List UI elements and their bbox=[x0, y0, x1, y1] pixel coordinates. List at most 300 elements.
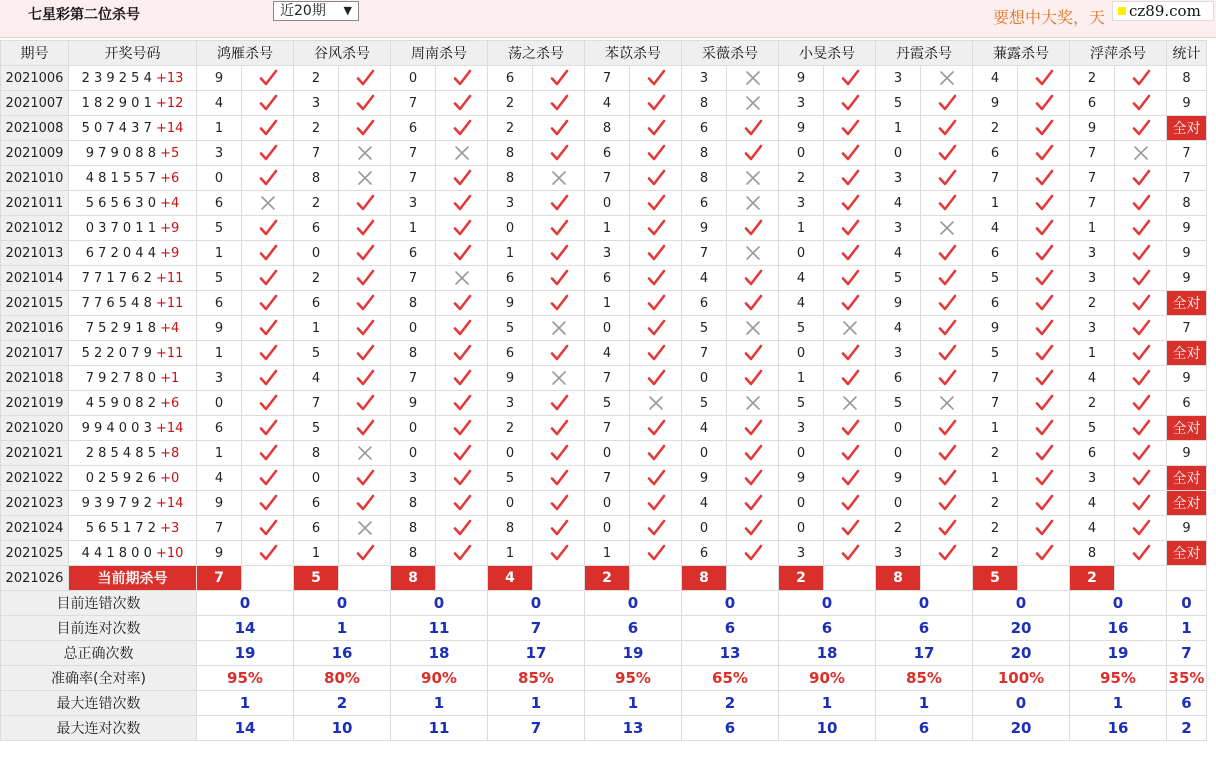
draw-main-numbers: 0 2 5 9 2 6 bbox=[85, 470, 156, 486]
kill-number: 4 bbox=[197, 91, 242, 116]
check-icon bbox=[355, 543, 375, 563]
stat-value: 16 bbox=[1070, 716, 1167, 741]
draw-numbers bbox=[69, 416, 197, 441]
table-row bbox=[1, 341, 1207, 366]
check-icon bbox=[937, 243, 957, 263]
kill-number: 3 bbox=[585, 241, 630, 266]
kill-number: 7 bbox=[682, 341, 727, 366]
draw-main-numbers: 0 3 7 0 1 1 bbox=[85, 220, 156, 236]
check-icon bbox=[937, 543, 957, 563]
kill-number: 3 bbox=[779, 191, 824, 216]
result-mark bbox=[921, 216, 973, 241]
all-right-badge: 全对 bbox=[1167, 541, 1207, 566]
stat-value: 95% bbox=[197, 666, 294, 691]
result-mark bbox=[727, 466, 779, 491]
table-row bbox=[1, 541, 1207, 566]
result-mark bbox=[824, 516, 876, 541]
chevron-down-icon: ▼ bbox=[343, 4, 352, 17]
result-mark bbox=[339, 316, 391, 341]
result-mark bbox=[824, 241, 876, 266]
stat-value: 0 bbox=[973, 691, 1070, 716]
current-empty-cell bbox=[436, 566, 488, 591]
stat-value: 18 bbox=[391, 641, 488, 666]
kill-number: 8 bbox=[391, 516, 436, 541]
result-mark bbox=[1018, 491, 1070, 516]
cross-icon bbox=[549, 318, 569, 338]
result-mark bbox=[630, 466, 682, 491]
result-mark bbox=[339, 291, 391, 316]
draw-numbers bbox=[69, 216, 197, 241]
check-icon bbox=[937, 293, 957, 313]
check-icon bbox=[258, 543, 278, 563]
stat-value: 1 bbox=[488, 691, 585, 716]
cross-icon bbox=[840, 393, 860, 413]
kill-number: 2 bbox=[294, 191, 339, 216]
check-icon bbox=[1034, 518, 1054, 538]
result-mark bbox=[242, 291, 294, 316]
check-icon bbox=[1131, 493, 1151, 513]
result-mark bbox=[533, 341, 585, 366]
check-icon bbox=[840, 418, 860, 438]
result-mark bbox=[727, 491, 779, 516]
check-icon bbox=[549, 393, 569, 413]
draw-main-numbers: 5 2 2 0 7 9 bbox=[81, 345, 152, 361]
result-mark bbox=[1018, 466, 1070, 491]
current-empty-cell bbox=[824, 566, 876, 591]
kill-number: 0 bbox=[585, 316, 630, 341]
result-mark bbox=[533, 516, 585, 541]
stat-count: 9 bbox=[1167, 241, 1207, 266]
draw-main-numbers: 6 7 2 0 4 4 bbox=[85, 245, 156, 261]
kill-number: 3 bbox=[391, 466, 436, 491]
issue-cell: 2021020 bbox=[1, 416, 69, 441]
kill-number: 4 bbox=[1070, 366, 1115, 391]
kill-number: 9 bbox=[779, 66, 824, 91]
result-mark bbox=[242, 491, 294, 516]
issue-cell: 2021012 bbox=[1, 216, 69, 241]
table-row bbox=[1, 216, 1207, 241]
result-mark bbox=[1018, 216, 1070, 241]
stat-value: 2 bbox=[682, 691, 779, 716]
all-right-badge: 全对 bbox=[1167, 416, 1207, 441]
site-logo[interactable] bbox=[1112, 1, 1214, 21]
current-empty-cell bbox=[727, 566, 779, 591]
check-icon bbox=[258, 118, 278, 138]
check-icon bbox=[937, 193, 957, 213]
header-expert: 小旻杀号 bbox=[779, 41, 876, 66]
draw-numbers bbox=[69, 291, 197, 316]
result-mark bbox=[630, 191, 682, 216]
kill-number: 0 bbox=[682, 516, 727, 541]
result-mark bbox=[339, 166, 391, 191]
stat-value: 0 bbox=[1167, 591, 1207, 616]
result-mark bbox=[533, 91, 585, 116]
stat-label: 最大连错次数 bbox=[1, 691, 197, 716]
result-mark bbox=[436, 341, 488, 366]
kill-number: 4 bbox=[876, 241, 921, 266]
kill-number: 0 bbox=[779, 141, 824, 166]
current-issue-row bbox=[1, 566, 1207, 591]
issue-cell: 2021008 bbox=[1, 116, 69, 141]
issue-cell: 2021018 bbox=[1, 366, 69, 391]
stat-value: 6 bbox=[682, 716, 779, 741]
issue-cell: 2021007 bbox=[1, 91, 69, 116]
stat-value: 10 bbox=[294, 716, 391, 741]
result-mark bbox=[824, 491, 876, 516]
period-select[interactable] bbox=[273, 1, 359, 21]
kill-number: 1 bbox=[197, 441, 242, 466]
result-mark bbox=[533, 316, 585, 341]
result-mark bbox=[1018, 141, 1070, 166]
result-mark bbox=[436, 491, 488, 516]
check-icon bbox=[452, 543, 472, 563]
table-row bbox=[1, 391, 1207, 416]
result-mark bbox=[436, 166, 488, 191]
stat-value: 1 bbox=[294, 616, 391, 641]
check-icon bbox=[646, 418, 666, 438]
kill-number: 3 bbox=[1070, 241, 1115, 266]
kill-number: 1 bbox=[779, 366, 824, 391]
result-mark bbox=[339, 191, 391, 216]
current-kill-number: 2 bbox=[585, 566, 630, 591]
draw-main-numbers: 4 4 1 8 0 0 bbox=[81, 545, 152, 561]
draw-plus-number: +14 bbox=[156, 120, 184, 136]
check-icon bbox=[1034, 118, 1054, 138]
result-mark bbox=[727, 341, 779, 366]
kill-number: 8 bbox=[391, 541, 436, 566]
check-icon bbox=[1034, 343, 1054, 363]
check-icon bbox=[937, 493, 957, 513]
kill-number: 0 bbox=[391, 441, 436, 466]
kill-number: 0 bbox=[876, 441, 921, 466]
check-icon bbox=[258, 518, 278, 538]
kill-number: 6 bbox=[294, 516, 339, 541]
cross-icon bbox=[743, 393, 763, 413]
check-icon bbox=[1131, 193, 1151, 213]
result-mark bbox=[436, 316, 488, 341]
result-mark bbox=[824, 116, 876, 141]
cross-icon bbox=[743, 193, 763, 213]
header-expert: 谷风杀号 bbox=[294, 41, 391, 66]
draw-main-numbers: 7 7 6 5 4 8 bbox=[81, 295, 152, 311]
kill-number: 1 bbox=[973, 416, 1018, 441]
result-mark bbox=[533, 466, 585, 491]
result-mark bbox=[727, 366, 779, 391]
check-icon bbox=[258, 368, 278, 388]
kill-number: 3 bbox=[197, 141, 242, 166]
result-mark bbox=[436, 516, 488, 541]
stat-value: 6 bbox=[1167, 691, 1207, 716]
page-title: 七星彩第二位杀号 bbox=[28, 7, 140, 23]
result-mark bbox=[1115, 66, 1167, 91]
header-expert: 鸿雁杀号 bbox=[197, 41, 294, 66]
stat-value: 7 bbox=[488, 716, 585, 741]
stat-value: 16 bbox=[294, 641, 391, 666]
draw-plus-number: +4 bbox=[160, 195, 180, 211]
kill-number: 3 bbox=[876, 341, 921, 366]
check-icon bbox=[549, 343, 569, 363]
check-icon bbox=[452, 93, 472, 113]
kill-number: 6 bbox=[973, 241, 1018, 266]
check-icon bbox=[258, 218, 278, 238]
result-mark bbox=[533, 441, 585, 466]
kill-number: 5 bbox=[779, 391, 824, 416]
check-icon bbox=[743, 368, 763, 388]
kill-number: 8 bbox=[1070, 541, 1115, 566]
result-mark bbox=[1018, 241, 1070, 266]
result-mark bbox=[436, 291, 488, 316]
stat-count: 6 bbox=[1167, 391, 1207, 416]
check-icon bbox=[1131, 393, 1151, 413]
check-icon bbox=[452, 118, 472, 138]
check-icon bbox=[743, 293, 763, 313]
check-icon bbox=[355, 193, 375, 213]
result-mark bbox=[1115, 366, 1167, 391]
kill-number: 3 bbox=[682, 66, 727, 91]
result-mark bbox=[339, 66, 391, 91]
kill-number: 8 bbox=[488, 141, 533, 166]
check-icon bbox=[937, 318, 957, 338]
kill-number: 1 bbox=[391, 216, 436, 241]
kill-number: 6 bbox=[682, 541, 727, 566]
check-icon bbox=[1034, 93, 1054, 113]
kill-number: 9 bbox=[876, 291, 921, 316]
result-mark bbox=[533, 216, 585, 241]
kill-number: 0 bbox=[391, 316, 436, 341]
kill-number: 8 bbox=[488, 166, 533, 191]
issue-cell: 2021015 bbox=[1, 291, 69, 316]
result-mark bbox=[242, 266, 294, 291]
header-expert: 丹霞杀号 bbox=[876, 41, 973, 66]
check-icon bbox=[452, 218, 472, 238]
check-icon bbox=[452, 243, 472, 263]
check-icon bbox=[1034, 68, 1054, 88]
result-mark bbox=[1115, 541, 1167, 566]
draw-plus-number: +3 bbox=[160, 520, 180, 536]
kill-number: 9 bbox=[779, 116, 824, 141]
current-empty-cell bbox=[242, 566, 294, 591]
kill-number: 4 bbox=[585, 341, 630, 366]
kill-number: 5 bbox=[488, 466, 533, 491]
check-icon bbox=[840, 68, 860, 88]
kill-number: 0 bbox=[779, 341, 824, 366]
check-icon bbox=[1131, 168, 1151, 188]
kill-number: 5 bbox=[294, 341, 339, 366]
result-mark bbox=[436, 466, 488, 491]
result-mark bbox=[339, 266, 391, 291]
check-icon bbox=[355, 368, 375, 388]
kill-number: 8 bbox=[488, 516, 533, 541]
site-logo-text: cz89.com bbox=[1129, 2, 1201, 20]
stat-row bbox=[1, 591, 1207, 616]
stat-count: 8 bbox=[1167, 191, 1207, 216]
result-mark bbox=[824, 191, 876, 216]
result-mark bbox=[824, 91, 876, 116]
result-mark bbox=[242, 66, 294, 91]
result-mark bbox=[533, 491, 585, 516]
stat-value: 7 bbox=[1167, 641, 1207, 666]
result-mark bbox=[242, 141, 294, 166]
cross-icon bbox=[452, 268, 472, 288]
check-icon bbox=[1034, 318, 1054, 338]
result-mark bbox=[921, 516, 973, 541]
result-mark bbox=[339, 416, 391, 441]
stat-value: 0 bbox=[294, 591, 391, 616]
result-mark bbox=[533, 416, 585, 441]
header-stat: 统计 bbox=[1167, 41, 1207, 66]
stat-count: 9 bbox=[1167, 441, 1207, 466]
stat-row bbox=[1, 691, 1207, 716]
result-mark bbox=[824, 216, 876, 241]
cross-icon bbox=[743, 318, 763, 338]
check-icon bbox=[1034, 468, 1054, 488]
result-mark bbox=[630, 516, 682, 541]
check-icon bbox=[549, 93, 569, 113]
draw-main-numbers: 7 5 2 9 1 8 bbox=[85, 320, 156, 336]
kill-number: 6 bbox=[1070, 91, 1115, 116]
check-icon bbox=[258, 168, 278, 188]
result-mark bbox=[824, 266, 876, 291]
kill-number: 4 bbox=[876, 316, 921, 341]
result-mark bbox=[824, 416, 876, 441]
kill-number: 8 bbox=[391, 291, 436, 316]
header-issue: 期号 bbox=[1, 41, 69, 66]
draw-main-numbers: 4 5 9 0 8 2 bbox=[85, 395, 156, 411]
check-icon bbox=[1034, 393, 1054, 413]
check-icon bbox=[1034, 218, 1054, 238]
check-icon bbox=[937, 418, 957, 438]
kill-number: 6 bbox=[1070, 441, 1115, 466]
check-icon bbox=[355, 343, 375, 363]
check-icon bbox=[355, 93, 375, 113]
kill-number: 9 bbox=[197, 316, 242, 341]
slogan-link[interactable]: 要想中大奖，天 bbox=[993, 8, 1106, 27]
issue-cell: 2021010 bbox=[1, 166, 69, 191]
check-icon bbox=[937, 343, 957, 363]
result-mark bbox=[921, 541, 973, 566]
result-mark bbox=[921, 441, 973, 466]
issue-cell: 2021006 bbox=[1, 66, 69, 91]
check-icon bbox=[1131, 93, 1151, 113]
kill-number: 1 bbox=[197, 241, 242, 266]
result-mark bbox=[339, 341, 391, 366]
kill-number: 4 bbox=[1070, 491, 1115, 516]
stat-value: 0 bbox=[779, 591, 876, 616]
check-icon bbox=[840, 443, 860, 463]
check-icon bbox=[937, 443, 957, 463]
result-mark bbox=[921, 316, 973, 341]
stat-value: 1 bbox=[779, 691, 876, 716]
kill-number: 5 bbox=[1070, 416, 1115, 441]
stat-value: 35% bbox=[1167, 666, 1207, 691]
check-icon bbox=[646, 268, 666, 288]
result-mark bbox=[921, 91, 973, 116]
result-mark bbox=[533, 166, 585, 191]
result-mark bbox=[242, 216, 294, 241]
check-icon bbox=[840, 518, 860, 538]
check-icon bbox=[743, 543, 763, 563]
result-mark bbox=[921, 191, 973, 216]
result-mark bbox=[630, 66, 682, 91]
check-icon bbox=[452, 518, 472, 538]
kill-number: 0 bbox=[488, 216, 533, 241]
check-icon bbox=[355, 493, 375, 513]
check-icon bbox=[937, 468, 957, 488]
result-mark bbox=[824, 366, 876, 391]
check-icon bbox=[258, 243, 278, 263]
check-icon bbox=[452, 443, 472, 463]
kill-number: 6 bbox=[488, 266, 533, 291]
check-icon bbox=[1034, 493, 1054, 513]
check-icon bbox=[355, 393, 375, 413]
result-mark bbox=[436, 441, 488, 466]
check-icon bbox=[355, 218, 375, 238]
header-expert: 荡之杀号 bbox=[488, 41, 585, 66]
kill-number: 0 bbox=[779, 491, 824, 516]
check-icon bbox=[646, 343, 666, 363]
kill-number: 3 bbox=[876, 166, 921, 191]
result-mark bbox=[1018, 66, 1070, 91]
cross-icon bbox=[549, 368, 569, 388]
result-mark bbox=[242, 466, 294, 491]
stat-value: 80% bbox=[294, 666, 391, 691]
draw-numbers bbox=[69, 66, 197, 91]
current-empty-cell bbox=[1018, 566, 1070, 591]
kill-number: 0 bbox=[779, 516, 824, 541]
result-mark bbox=[242, 316, 294, 341]
kill-number: 7 bbox=[585, 416, 630, 441]
check-icon bbox=[646, 518, 666, 538]
check-icon bbox=[355, 418, 375, 438]
stat-value: 17 bbox=[876, 641, 973, 666]
kill-number: 2 bbox=[1070, 391, 1115, 416]
draw-numbers bbox=[69, 166, 197, 191]
kill-number: 6 bbox=[294, 216, 339, 241]
check-icon bbox=[646, 293, 666, 313]
issue-cell: 2021014 bbox=[1, 266, 69, 291]
result-mark bbox=[436, 66, 488, 91]
kill-number: 6 bbox=[197, 291, 242, 316]
draw-plus-number: +10 bbox=[156, 545, 184, 561]
kill-number: 3 bbox=[1070, 466, 1115, 491]
stat-value: 18 bbox=[779, 641, 876, 666]
result-mark bbox=[727, 391, 779, 416]
kill-number: 5 bbox=[876, 91, 921, 116]
result-mark bbox=[727, 441, 779, 466]
draw-main-numbers: 2 8 5 4 8 5 bbox=[85, 445, 156, 461]
check-icon bbox=[452, 318, 472, 338]
result-mark bbox=[1018, 516, 1070, 541]
stat-value: 19 bbox=[1070, 641, 1167, 666]
kill-number: 3 bbox=[197, 366, 242, 391]
header-expert: 周南杀号 bbox=[391, 41, 488, 66]
stat-value: 0 bbox=[1070, 591, 1167, 616]
result-mark bbox=[339, 441, 391, 466]
result-mark bbox=[1018, 316, 1070, 341]
current-kill-number: 2 bbox=[1070, 566, 1115, 591]
kill-number: 6 bbox=[294, 491, 339, 516]
stat-row bbox=[1, 641, 1207, 666]
kill-number: 7 bbox=[391, 266, 436, 291]
kill-number: 4 bbox=[197, 466, 242, 491]
result-mark bbox=[727, 216, 779, 241]
current-kill-number: 5 bbox=[973, 566, 1018, 591]
current-empty-cell bbox=[630, 566, 682, 591]
result-mark bbox=[533, 391, 585, 416]
draw-plus-number: +13 bbox=[156, 70, 184, 86]
check-icon bbox=[1034, 368, 1054, 388]
stat-row bbox=[1, 716, 1207, 741]
